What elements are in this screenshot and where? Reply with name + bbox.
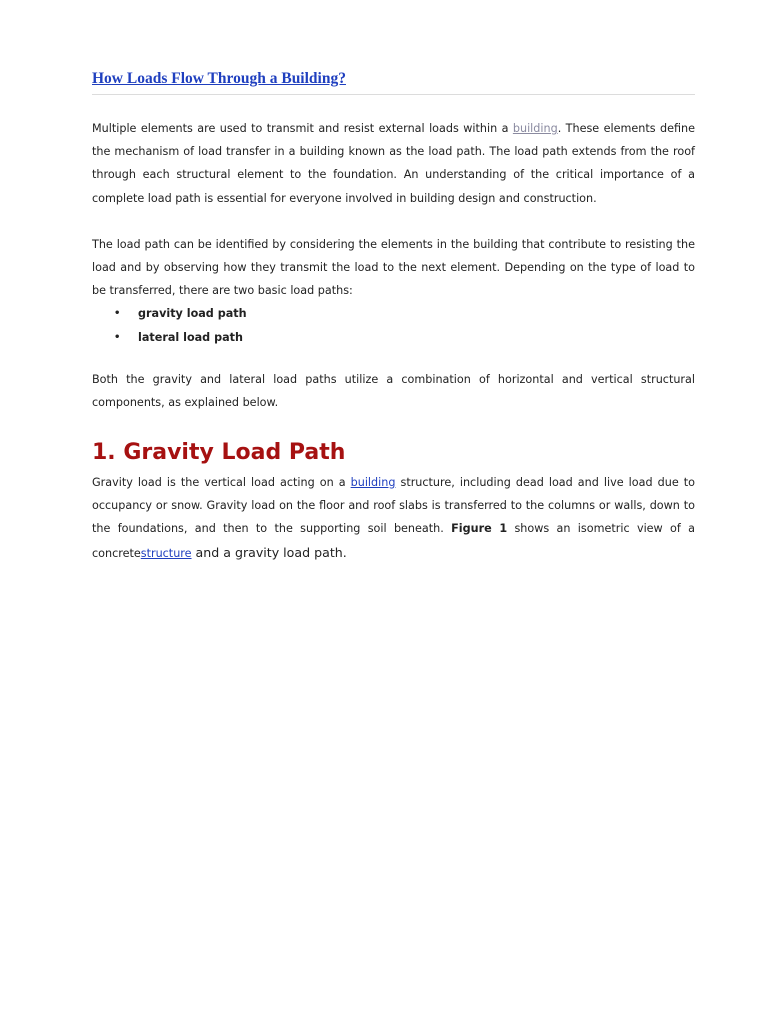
gravity-text-d: and a gravity load path. bbox=[191, 544, 347, 560]
list-item bbox=[92, 326, 695, 350]
section-heading-gravity: 1. Gravity Load Path bbox=[92, 440, 346, 466]
article-title-link[interactable]: How Loads Flow Through a Building? bbox=[92, 66, 695, 95]
load-path-paragraph: The load path can be identified by considering the elements in the building that contribute to resisting the load and by observing how they transmit the load to the next element. Depending on the type of load to be transferred, there are two basic load paths: bbox=[92, 237, 695, 298]
gravity-text-c: shows an isometric view of a concrete bbox=[92, 522, 696, 560]
gravity-text-a: Gravity load is the vertical load acting on a bbox=[92, 476, 351, 490]
list-item-label: lateral load path bbox=[138, 331, 243, 345]
building-link-visited[interactable]: building bbox=[512, 122, 558, 135]
intro-text-after: . These elements define the mechanism of load transfer in a building known as the load path. The load path extends from the roof through each structural element to the foundation. An understanding of the critical importance of a complete load path is essential for everyone involved in building design and construction. bbox=[92, 122, 695, 205]
article bbox=[92, 66, 695, 565]
figure-reference: Figure 1 bbox=[451, 522, 508, 536]
list-item bbox=[92, 302, 695, 326]
gravity-text-b: structure, including dead load and live load due to occupancy or snow. Gravity load on the floor and roof slabs is transferred to the columns or walls, down to the foundations, and then to the supporting soil beneath. bbox=[92, 476, 695, 536]
components-paragraph: Both the gravity and lateral load paths utilize a combination of horizontal and vertical structural components, as explained below. bbox=[92, 372, 695, 409]
bullet-icon: • bbox=[114, 332, 121, 344]
intro-paragraph bbox=[92, 117, 695, 210]
building-link[interactable]: building bbox=[350, 476, 396, 490]
load-path-list bbox=[92, 302, 695, 349]
bullet-icon: • bbox=[114, 308, 121, 320]
structure-link[interactable]: structure bbox=[140, 546, 192, 560]
gravity-paragraph bbox=[92, 471, 695, 565]
intro-text-before: Multiple elements are used to transmit and resist external loads within a bbox=[92, 122, 513, 135]
list-item-label: gravity load path bbox=[138, 307, 247, 321]
